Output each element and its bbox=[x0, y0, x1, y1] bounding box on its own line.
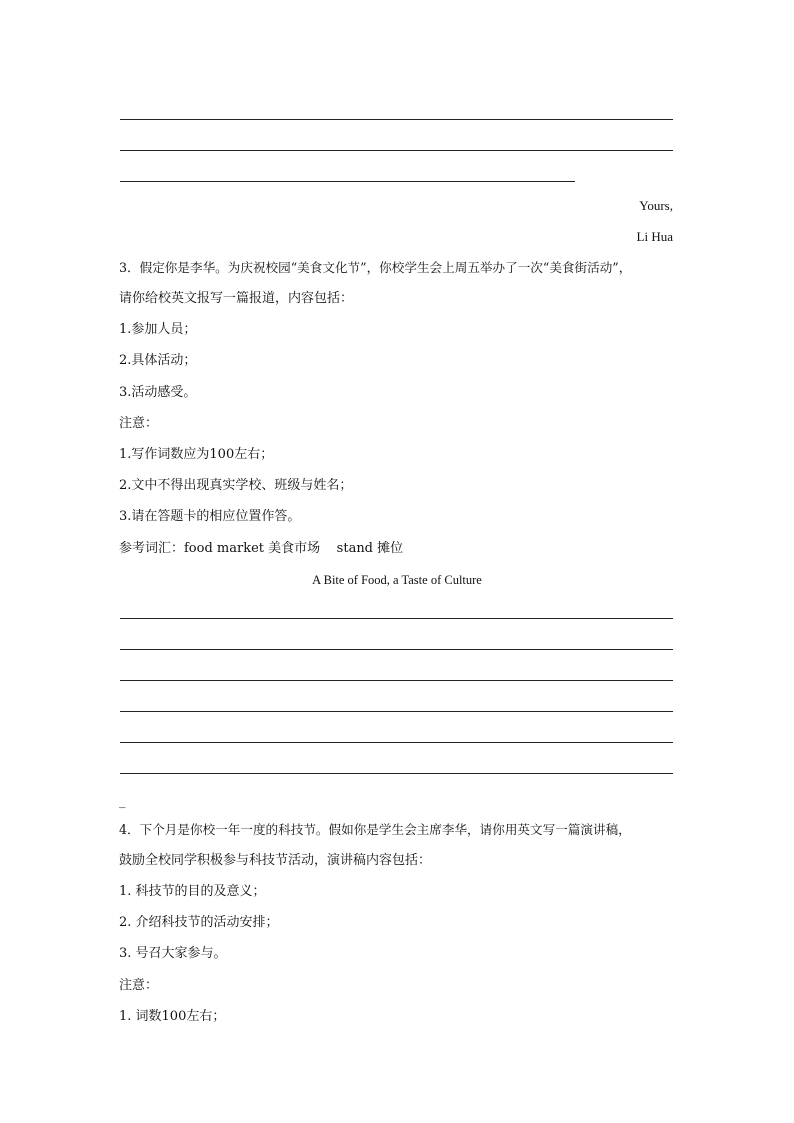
q3-item: 3.活动感受。 bbox=[119, 385, 197, 400]
answer-line bbox=[120, 150, 673, 151]
answer-line bbox=[120, 680, 673, 681]
q3-note: 2.文中不得出现真实学校、班级与姓名； bbox=[119, 478, 353, 493]
q4-item: 1. 科技节的目的及意义； bbox=[119, 884, 266, 899]
stray-mark: _ bbox=[119, 794, 126, 809]
q4-notes-heading: 注意： bbox=[119, 978, 159, 993]
q3-note: 1.写作词数应为100左右； bbox=[119, 447, 274, 462]
letter-salutation: Yours, bbox=[639, 198, 673, 213]
q3-item: 1.参加人员； bbox=[119, 322, 197, 337]
q3-notes-heading: 注意： bbox=[119, 416, 159, 431]
q3-prompt-line1: 3．假定你是李华。为庆祝校园“美食文化节”，你校学生会上周五举办了一次“美食街活动”， bbox=[119, 260, 632, 275]
q3-item: 2.具体活动； bbox=[119, 353, 197, 368]
q4-prompt-line2: 鼓励全校同学积极参与科技节活动，演讲稿内容包括： bbox=[119, 853, 432, 868]
answer-line bbox=[120, 742, 673, 743]
answer-line bbox=[120, 649, 673, 650]
answer-line bbox=[120, 119, 673, 120]
answer-line bbox=[120, 181, 575, 182]
answer-line bbox=[120, 773, 673, 774]
letter-signature: Li Hua bbox=[636, 229, 673, 244]
q4-item: 3. 号召大家参与。 bbox=[119, 946, 227, 961]
q3-vocabulary: 参考词汇：food market 美食市场 stand 摊位 bbox=[119, 541, 404, 556]
answer-line bbox=[120, 711, 673, 712]
q4-note: 1. 词数100左右； bbox=[119, 1009, 226, 1024]
q4-prompt-line1: 4．下个月是你校一年一度的科技节。假如你是学生会主席李华，请你用英文写一篇演讲稿， bbox=[119, 822, 631, 837]
answer-line bbox=[120, 618, 673, 619]
q3-note: 3.请在答题卡的相应位置作答。 bbox=[119, 509, 301, 524]
q3-essay-title: A Bite of Food, a Taste of Culture bbox=[312, 573, 482, 587]
q3-prompt-line2: 请你给校英文报写一篇报道，内容包括： bbox=[119, 291, 354, 306]
q4-item: 2. 介绍科技节的活动安排； bbox=[119, 915, 279, 930]
